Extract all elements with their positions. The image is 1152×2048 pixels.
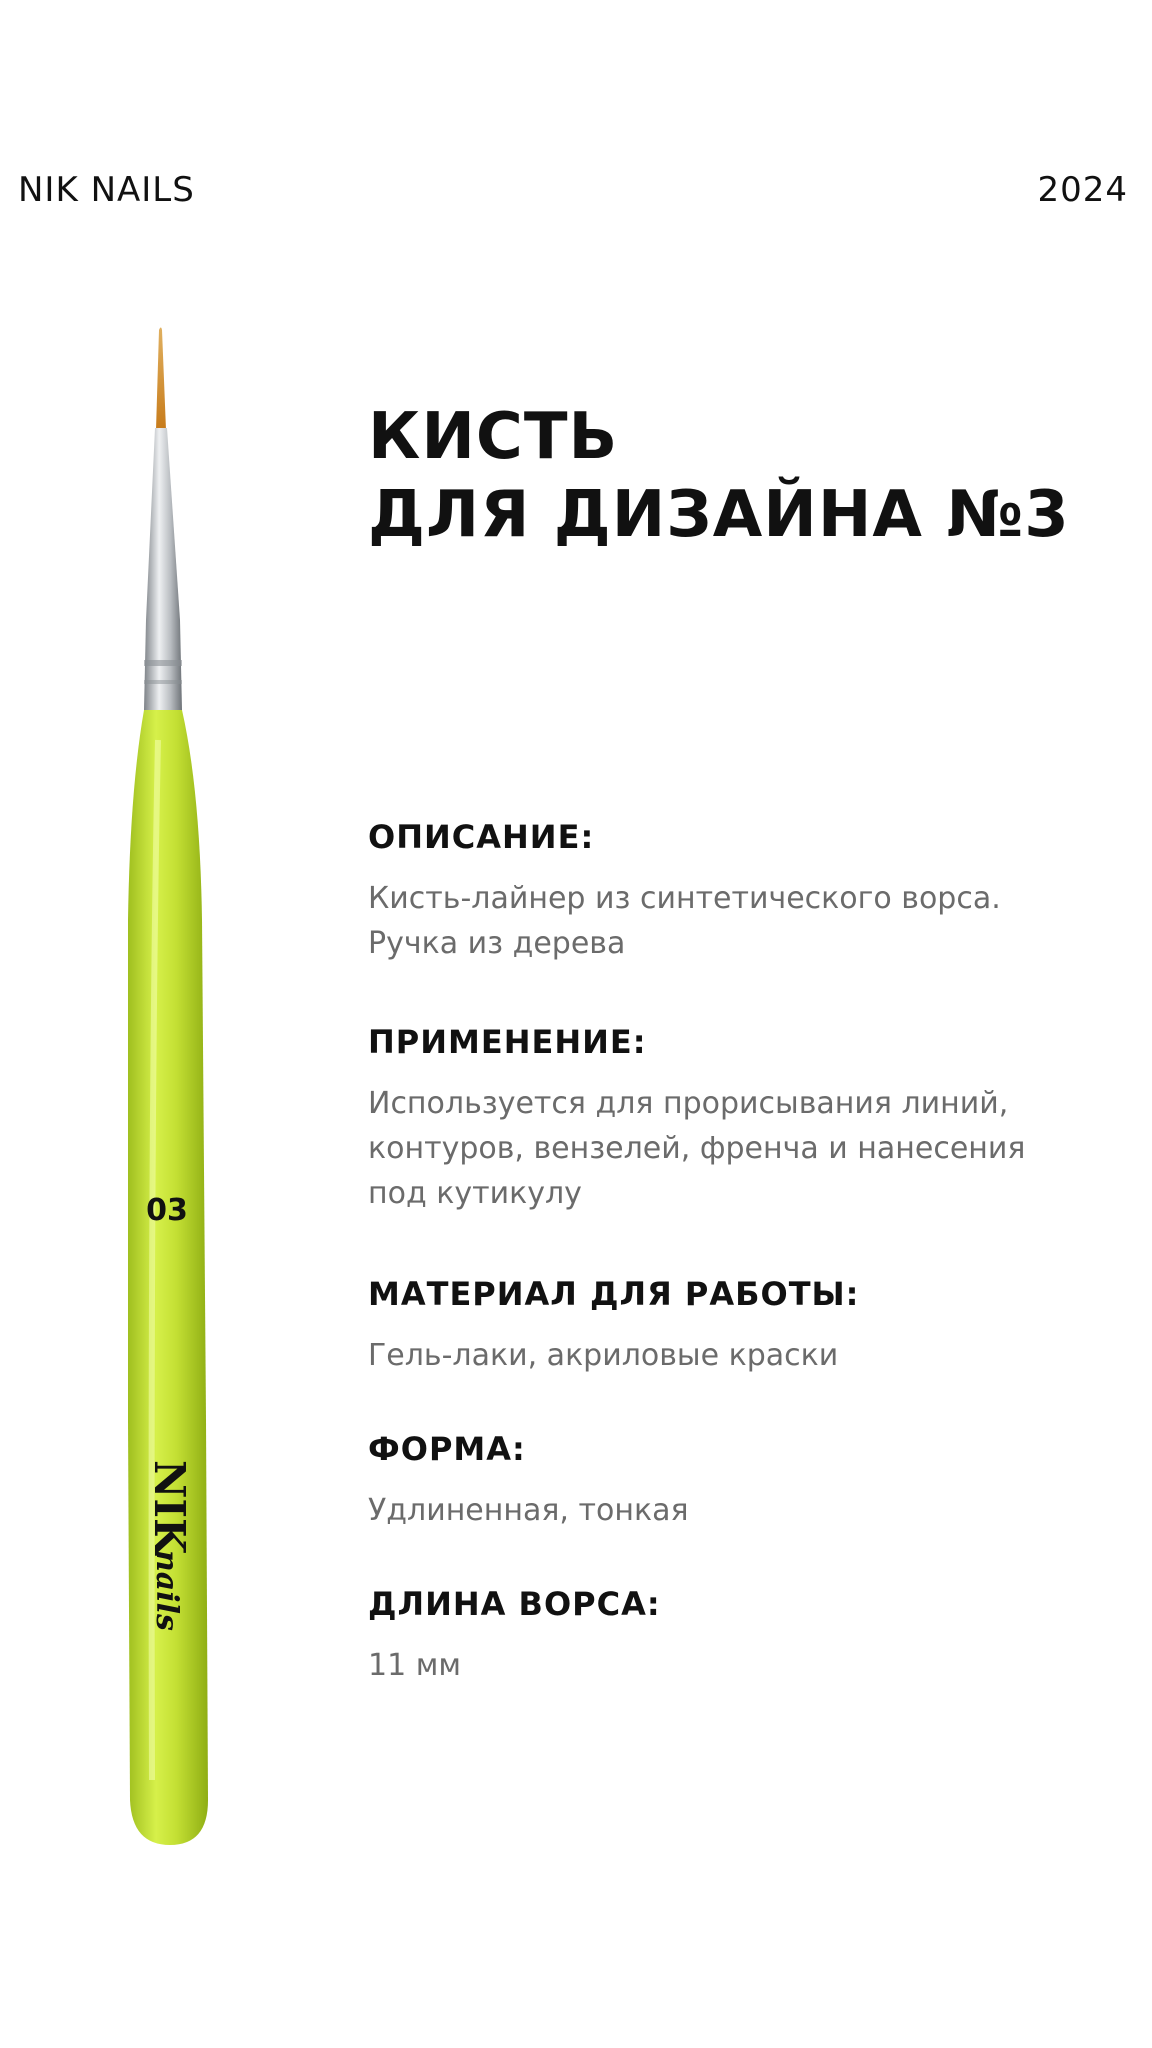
section-body: [368, 1643, 1128, 1688]
section-material: [368, 1275, 1128, 1378]
section-heading: ФОРМА:: [368, 1430, 526, 1468]
brand-name: NIK NAILS: [18, 170, 195, 210]
section-heading: ДЛИНА ВОРСА:: [368, 1585, 661, 1623]
section-heading: МАТЕРИАЛ ДЛЯ РАБОТЫ:: [368, 1275, 860, 1313]
brush-ferrule: [144, 428, 182, 710]
title-line-2: ДЛЯ ДИЗАЙНА №3: [368, 478, 1070, 552]
section-body: [368, 1081, 1128, 1216]
section-heading: ОПИСАНИЕ:: [368, 818, 595, 856]
year-label: 2024: [1037, 170, 1128, 210]
section-bristle-length: [368, 1585, 1128, 1688]
section-shape: [368, 1430, 1128, 1533]
section-line: под кутикулу: [368, 1176, 582, 1211]
brush-number: 03: [146, 1193, 188, 1228]
section-line: Кисть-лайнер из синтетического ворса.: [368, 881, 1001, 916]
section-line: Используется для прорисывания линий,: [368, 1086, 1009, 1121]
section-body: [368, 1333, 1128, 1378]
nail-brush-image: [100, 320, 240, 1850]
brush-logo-main: NIK: [145, 1460, 194, 1555]
section-heading: ПРИМЕНЕНИЕ:: [368, 1023, 647, 1061]
brush-logo-script: nails: [149, 1550, 184, 1631]
brush-handle: [128, 710, 208, 1845]
section-line: 11 мм: [368, 1648, 461, 1683]
section-line: Удлиненная, тонкая: [368, 1493, 689, 1528]
section-body: [368, 876, 1128, 966]
section-line: контуров, вензелей, френча и нанесения: [368, 1131, 1026, 1166]
section-application: [368, 1023, 1128, 1216]
section-line: Гель-лаки, акриловые краски: [368, 1338, 839, 1373]
page-title: [368, 398, 1070, 554]
title-line-1: КИСТЬ: [368, 400, 619, 474]
section-line: Ручка из дерева: [368, 926, 626, 961]
section-description: [368, 818, 1128, 966]
section-body: [368, 1488, 1128, 1533]
brush-bristles: [156, 328, 166, 431]
